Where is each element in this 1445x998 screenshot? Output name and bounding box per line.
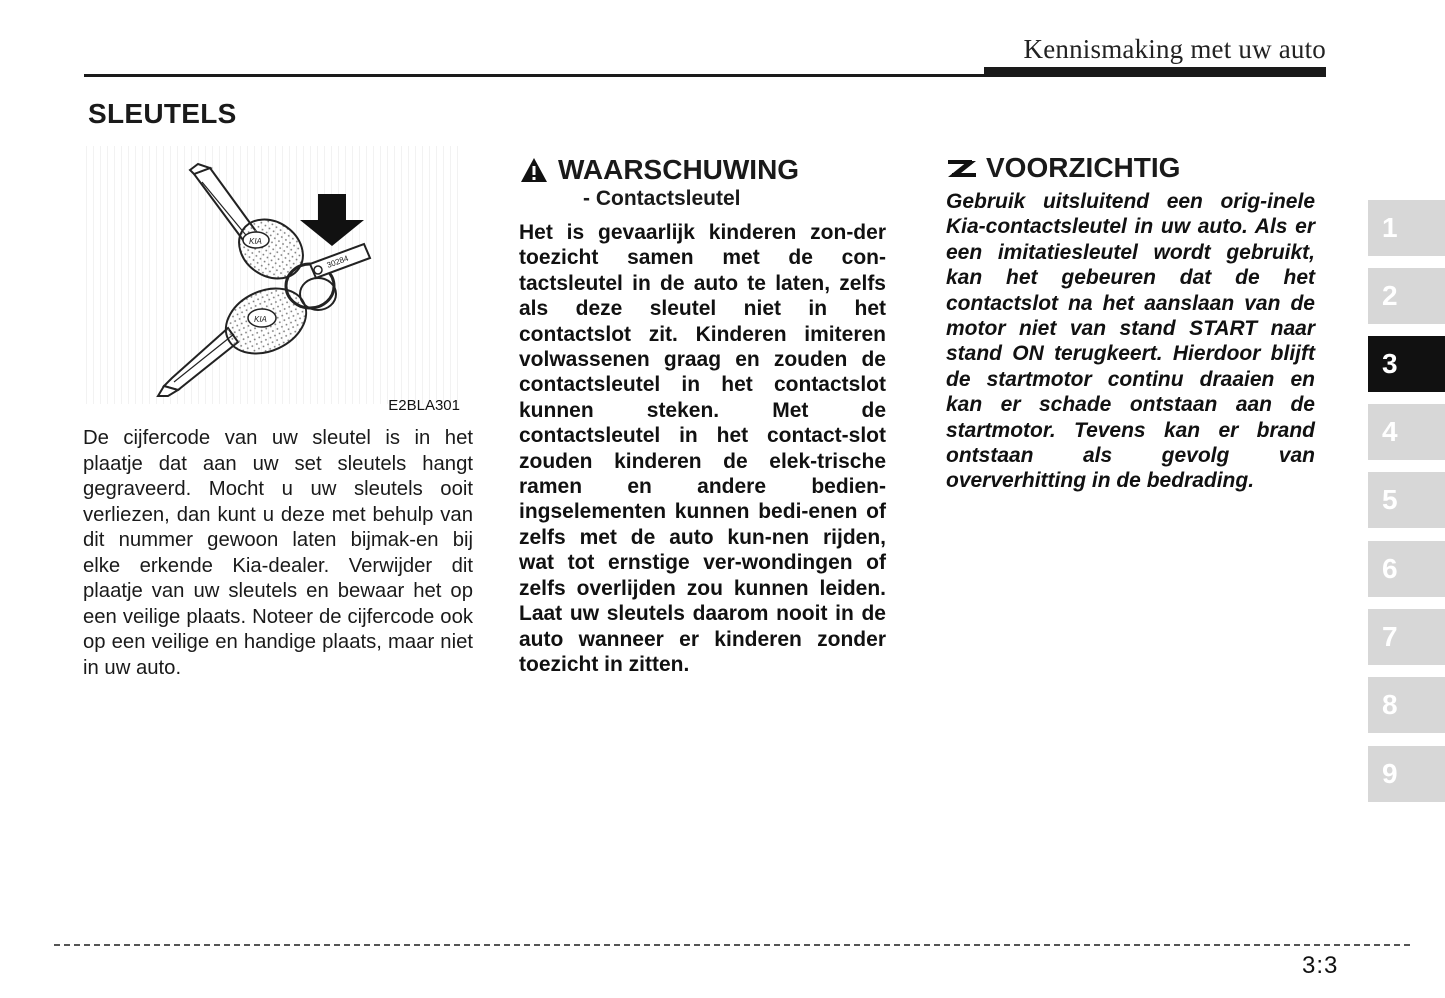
svg-text:KIA: KIA [249, 237, 262, 246]
header-rule [84, 74, 984, 77]
key-code-text: De cijfercode van uw sleutel is in het plaatje dat aan uw set sleutels hangt gegraveerd. Mocht u uw sleutels ooit verliezen, dan kunt u deze met behulp van dit nummer gewoon laten bijmak-en bij elke erkende Kia-dealer. Verwijder dit plaatje van uw sleutels en bewaar het op een veilige plaats. Noteer de cijfercode ook op een veilige en handige plaats, maar niet in uw auto. [83, 427, 473, 679]
header-rule-thick [984, 67, 1326, 77]
warning-subtitle: - Contactsleutel [583, 187, 741, 210]
figure-code: E2BLA301 [388, 397, 460, 414]
caution-heading [946, 152, 1180, 184]
chapter-tab-7[interactable]: 7 [1368, 609, 1445, 665]
warning-heading [520, 154, 799, 186]
keys-illustration [86, 146, 464, 418]
chapter-tab-9[interactable]: 9 [1368, 746, 1445, 802]
svg-text:30284: 30284 [325, 253, 350, 270]
chapter-tab-8[interactable]: 8 [1368, 677, 1445, 733]
warning-text: Het is gevaarlijk kinderen zon-der toezicht samen met de con-tactsleutel in de auto te laten, zelfs als deze sleutel niet in het contactslot zit. Kinderen imiteren volwassenen graag en zouden de contactsleutel in het contactslot kunnen steken. Met de contactsleutel in het contact-slot zouden kinderen de elek-trische ramen en andere bedien-ingselementen kunnen bedi-enen of zelfs met de auto kun-nen rijden, wat tot ernstige ver-wondingen of zelfs overlijden zou kunnen leiden. Laat uw sleutels daarom nooit in de auto wanneer er kinderen zonder toezicht in zitten. [519, 221, 886, 676]
keys-drawing [86, 146, 464, 418]
footer-rule [54, 944, 1410, 946]
chapter-tab-5[interactable]: 5 [1368, 472, 1445, 528]
caution-title: VOORZICHTIG [986, 152, 1181, 183]
chapter-tab-4[interactable]: 4 [1368, 404, 1445, 460]
chapter-tab-3[interactable]: 3 [1368, 336, 1445, 392]
caution-text: Gebruik uitsluitend een orig-inele Kia-contactsleutel in uw auto. Als er een imitatiesleutel wordt gebruikt, kan het gebeuren dat de het contactslot na het aanslaan van de motor niet van stand START naar stand ON terugkeert. Hierdoor blijft de startmotor continu draaien en kan er schade ontstaan aan de startmotor. Tevens kan er brand ontstaan als gevolg van oververhitting in de bedrading. [946, 190, 1315, 493]
svg-text:KIA: KIA [254, 315, 267, 324]
warning-title: WAARSCHUWING [558, 154, 800, 185]
section-title: SLEUTELS [88, 98, 237, 129]
page-number: 3:3 [1302, 952, 1339, 979]
chapter-tab-2[interactable]: 2 [1368, 268, 1445, 324]
chapter-tab-6[interactable]: 6 [1368, 541, 1445, 597]
chapter-tab-1[interactable]: 1 [1368, 200, 1445, 256]
chapter-title: Kennismaking met uw auto [1023, 34, 1326, 64]
warning-triangle-icon [520, 157, 548, 183]
caution-icon [946, 157, 978, 179]
